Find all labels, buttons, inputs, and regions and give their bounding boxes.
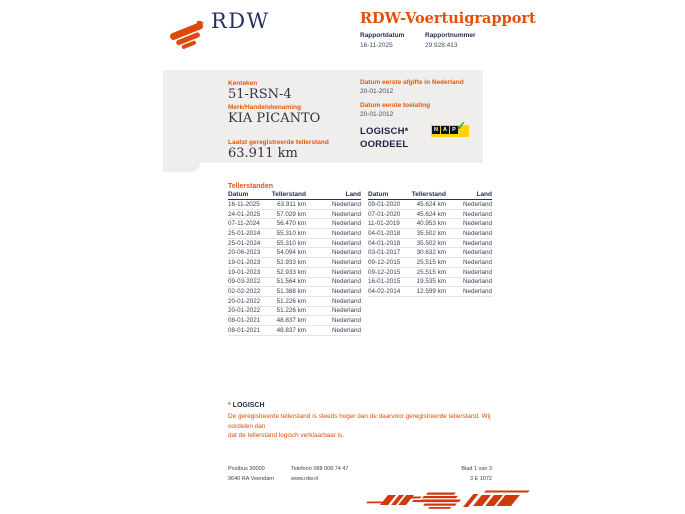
panel-corner-tab xyxy=(163,163,200,172)
table-cell: 20-01-2022 xyxy=(228,297,261,305)
table-row xyxy=(368,258,492,268)
oordeel-line2: OORDEEL xyxy=(360,139,409,150)
table-cell: 09-12-2015 xyxy=(368,268,401,276)
table-body xyxy=(368,200,492,297)
kenteken-value: 51-RSN-4 xyxy=(228,87,292,102)
report-number-value: 29.928.413 xyxy=(425,42,458,49)
laatste-tellerstand-label: Laatst geregistreerde tellerstand xyxy=(228,139,329,146)
report-date-label: Rapportdatum xyxy=(360,32,405,39)
table-row xyxy=(228,229,361,239)
table-cell: Nederland xyxy=(331,210,361,218)
table-cell: 45.624 km xyxy=(416,210,446,218)
table-cell: 25.515 km xyxy=(416,268,446,276)
table-row xyxy=(228,316,361,326)
table-cell: 35.502 km xyxy=(416,229,446,237)
table-row xyxy=(228,248,361,258)
footer-page-number: Blad 1 van 3 xyxy=(461,466,492,472)
table-cell: 04-02-2014 xyxy=(368,288,401,296)
table-cell: Nederland xyxy=(462,278,492,286)
table-cell: Nederland xyxy=(331,268,361,276)
nap-logo xyxy=(431,119,469,137)
tellerstanden-title: Tellerstanden xyxy=(228,183,273,190)
table-cell: 04-01-2018 xyxy=(368,229,401,237)
table-cell: 56.470 km xyxy=(276,220,306,228)
table-cell: 45.624 km xyxy=(416,200,446,208)
table-cell: Nederland xyxy=(331,229,361,237)
table-cell: 12.599 km xyxy=(416,288,446,296)
table-cell: Nederland xyxy=(462,258,492,266)
table-row xyxy=(368,239,492,249)
table-cell: Nederland xyxy=(331,249,361,257)
table-cell: 51.226 km xyxy=(276,307,306,315)
table-cell: 04-01-2018 xyxy=(368,239,401,247)
oordeel-line1: LOGISCH* xyxy=(360,126,409,137)
table-cell: Nederland xyxy=(331,239,361,247)
table-row xyxy=(228,268,361,278)
table-row xyxy=(368,210,492,220)
report-date-block xyxy=(360,32,404,49)
table-cell: Nederland xyxy=(462,229,492,237)
report-date-value: 16-11-2025 xyxy=(360,42,393,49)
eerste-toelating-label: Datum eerste toelating xyxy=(360,102,431,109)
page-title: RDW-Voertuigrapport xyxy=(360,10,536,27)
table-cell: 09-03-2022 xyxy=(228,278,261,286)
table-cell: 63.911 km xyxy=(277,200,306,208)
table-row xyxy=(228,219,361,229)
table-row xyxy=(368,200,492,210)
table-cell: 30.632 km xyxy=(416,249,446,257)
table-cell: 55.310 km xyxy=(276,239,306,247)
table-cell: 51.388 km xyxy=(276,288,306,296)
table-cell: Nederland xyxy=(462,288,492,296)
table-cell: 51.564 km xyxy=(276,278,306,286)
footer-phone: Telefoon 088 008 74 47 xyxy=(291,466,349,472)
table-cell: 20-06-2023 xyxy=(228,249,261,257)
table-cell: 02-02-2022 xyxy=(228,288,261,296)
table-row xyxy=(228,326,361,336)
footnote-title xyxy=(228,402,265,409)
table-cell: 25.515 km xyxy=(416,258,446,266)
table-row xyxy=(368,287,492,297)
table-row xyxy=(368,229,492,239)
table-cell: 54.094 km xyxy=(276,249,306,257)
table-cell: Nederland xyxy=(331,326,361,334)
table-row xyxy=(368,248,492,258)
footer-city: 9640 RA Veendam xyxy=(228,476,274,482)
table-row xyxy=(228,297,361,307)
footer-form-code: 3 E 1072 xyxy=(469,476,492,482)
table-cell: 08-01-2021 xyxy=(228,317,261,325)
table-row xyxy=(228,210,361,220)
eerste-afgifte-label: Datum eerste afgifte in Nederland xyxy=(360,79,464,86)
table-cell: 03-01-2017 xyxy=(368,249,401,257)
table-cell: Nederland xyxy=(331,288,361,296)
rdw-logo-wordmark: RDW xyxy=(211,9,270,33)
column-header-tellerstand: Tellerstand xyxy=(271,191,306,198)
tellerstanden-table-right xyxy=(368,191,492,297)
column-header-land: Land xyxy=(476,191,492,198)
footer-address xyxy=(228,466,274,482)
column-header-datum: Datum xyxy=(228,191,249,198)
table-cell: 16-11-2025 xyxy=(228,200,260,208)
table-cell: Nederland xyxy=(462,239,492,247)
laatste-tellerstand-value: 63.911 km xyxy=(228,146,298,161)
table-cell: Nederland xyxy=(331,307,361,315)
footnote-text-line2: dat de tellerstand logisch verklaarbaar is. xyxy=(228,432,345,439)
table-cell: 19-01-2023 xyxy=(228,258,261,266)
nap-letter-n: N xyxy=(432,126,440,134)
table-cell: 07-11-2024 xyxy=(228,220,260,228)
table-cell: 52.933 km xyxy=(276,258,306,266)
table-cell: Nederland xyxy=(331,200,361,208)
tellerstanden-table-left xyxy=(228,191,361,336)
table-cell: 08-01-2021 xyxy=(228,326,261,334)
table-cell: Nederland xyxy=(462,249,492,257)
table-cell: 48.837 km xyxy=(276,317,306,325)
table-cell: Nederland xyxy=(462,210,492,218)
table-cell: 40.953 km xyxy=(416,220,446,228)
table-header-row xyxy=(228,191,361,200)
table-header-row xyxy=(368,191,492,200)
table-cell: 20-01-2022 xyxy=(228,307,261,315)
table-cell: Nederland xyxy=(331,258,361,266)
column-header-datum: Datum xyxy=(368,191,389,198)
table-cell: 25-01-2024 xyxy=(228,229,261,237)
table-cell: 57.029 km xyxy=(276,210,306,218)
footer-website: www.rdw.nl xyxy=(291,476,319,482)
table-cell: 51.226 km xyxy=(276,297,306,305)
merk-value: KIA PICANTO xyxy=(228,111,321,126)
nap-letter-a: A xyxy=(441,126,449,134)
kenteken-label: Kenteken xyxy=(228,80,258,87)
footer-contact xyxy=(291,466,349,482)
table-row xyxy=(228,307,361,317)
report-number-block xyxy=(425,32,476,49)
table-cell: Nederland xyxy=(331,297,361,305)
table-cell: Nederland xyxy=(462,220,492,228)
footnote-title-text: LOGISCH xyxy=(232,402,265,409)
table-row xyxy=(368,268,492,278)
footer-page-info xyxy=(422,466,492,482)
report-number-label: Rapportnummer xyxy=(425,32,476,39)
table-cell: 35.502 km xyxy=(416,239,446,247)
table-cell: 09-01-2020 xyxy=(368,200,401,208)
table-row xyxy=(368,219,492,229)
table-body xyxy=(228,200,361,336)
table-cell: Nederland xyxy=(462,268,492,276)
column-header-tellerstand: Tellerstand xyxy=(411,191,446,198)
table-cell: Nederland xyxy=(331,317,361,325)
footnote-text xyxy=(228,412,506,441)
table-row xyxy=(228,239,361,249)
table-row xyxy=(228,287,361,297)
table-cell: 52.933 km xyxy=(276,268,306,276)
table-cell: 25-01-2024 xyxy=(228,239,261,247)
footer-postbus: Postbus 30000 xyxy=(228,466,265,472)
table-row xyxy=(228,200,361,210)
footnote-text-line1: De geregistreerde tellerstand is steeds hoger dan de daarvoor geregistreerde tellerstand. Wij oordelen dan xyxy=(228,413,491,430)
table-row xyxy=(368,278,492,288)
table-cell: Nederland xyxy=(462,200,492,208)
column-header-land: Land xyxy=(345,191,361,198)
table-row xyxy=(228,278,361,288)
table-cell: 11-01-2019 xyxy=(368,220,400,228)
table-cell: Nederland xyxy=(331,278,361,286)
table-cell: 19-01-2023 xyxy=(228,268,261,276)
table-cell: 24-01-2025 xyxy=(228,210,261,218)
table-cell: 07-01-2020 xyxy=(368,210,401,218)
checkmark-icon: ✓ xyxy=(456,119,467,133)
asterisk-marker: * xyxy=(228,402,233,409)
rdw-wing-logo-icon xyxy=(170,21,208,50)
nap-letter-p: P xyxy=(450,126,458,134)
eerste-toelating-value: 20-01-2012 xyxy=(360,111,394,118)
eerste-afgifte-value: 20-01-2012 xyxy=(360,88,394,95)
table-cell: 48.837 km xyxy=(276,326,306,334)
merk-label: Merk/Handelsbenaming xyxy=(228,104,301,111)
table-cell: 09-12-2015 xyxy=(368,258,401,266)
table-cell: 19.535 km xyxy=(416,278,446,286)
table-cell: 55.310 km xyxy=(276,229,306,237)
table-row xyxy=(228,258,361,268)
table-cell: Nederland xyxy=(331,220,361,228)
bottom-stripes-graphic xyxy=(366,489,534,513)
table-cell: 16-01-2015 xyxy=(368,278,401,286)
